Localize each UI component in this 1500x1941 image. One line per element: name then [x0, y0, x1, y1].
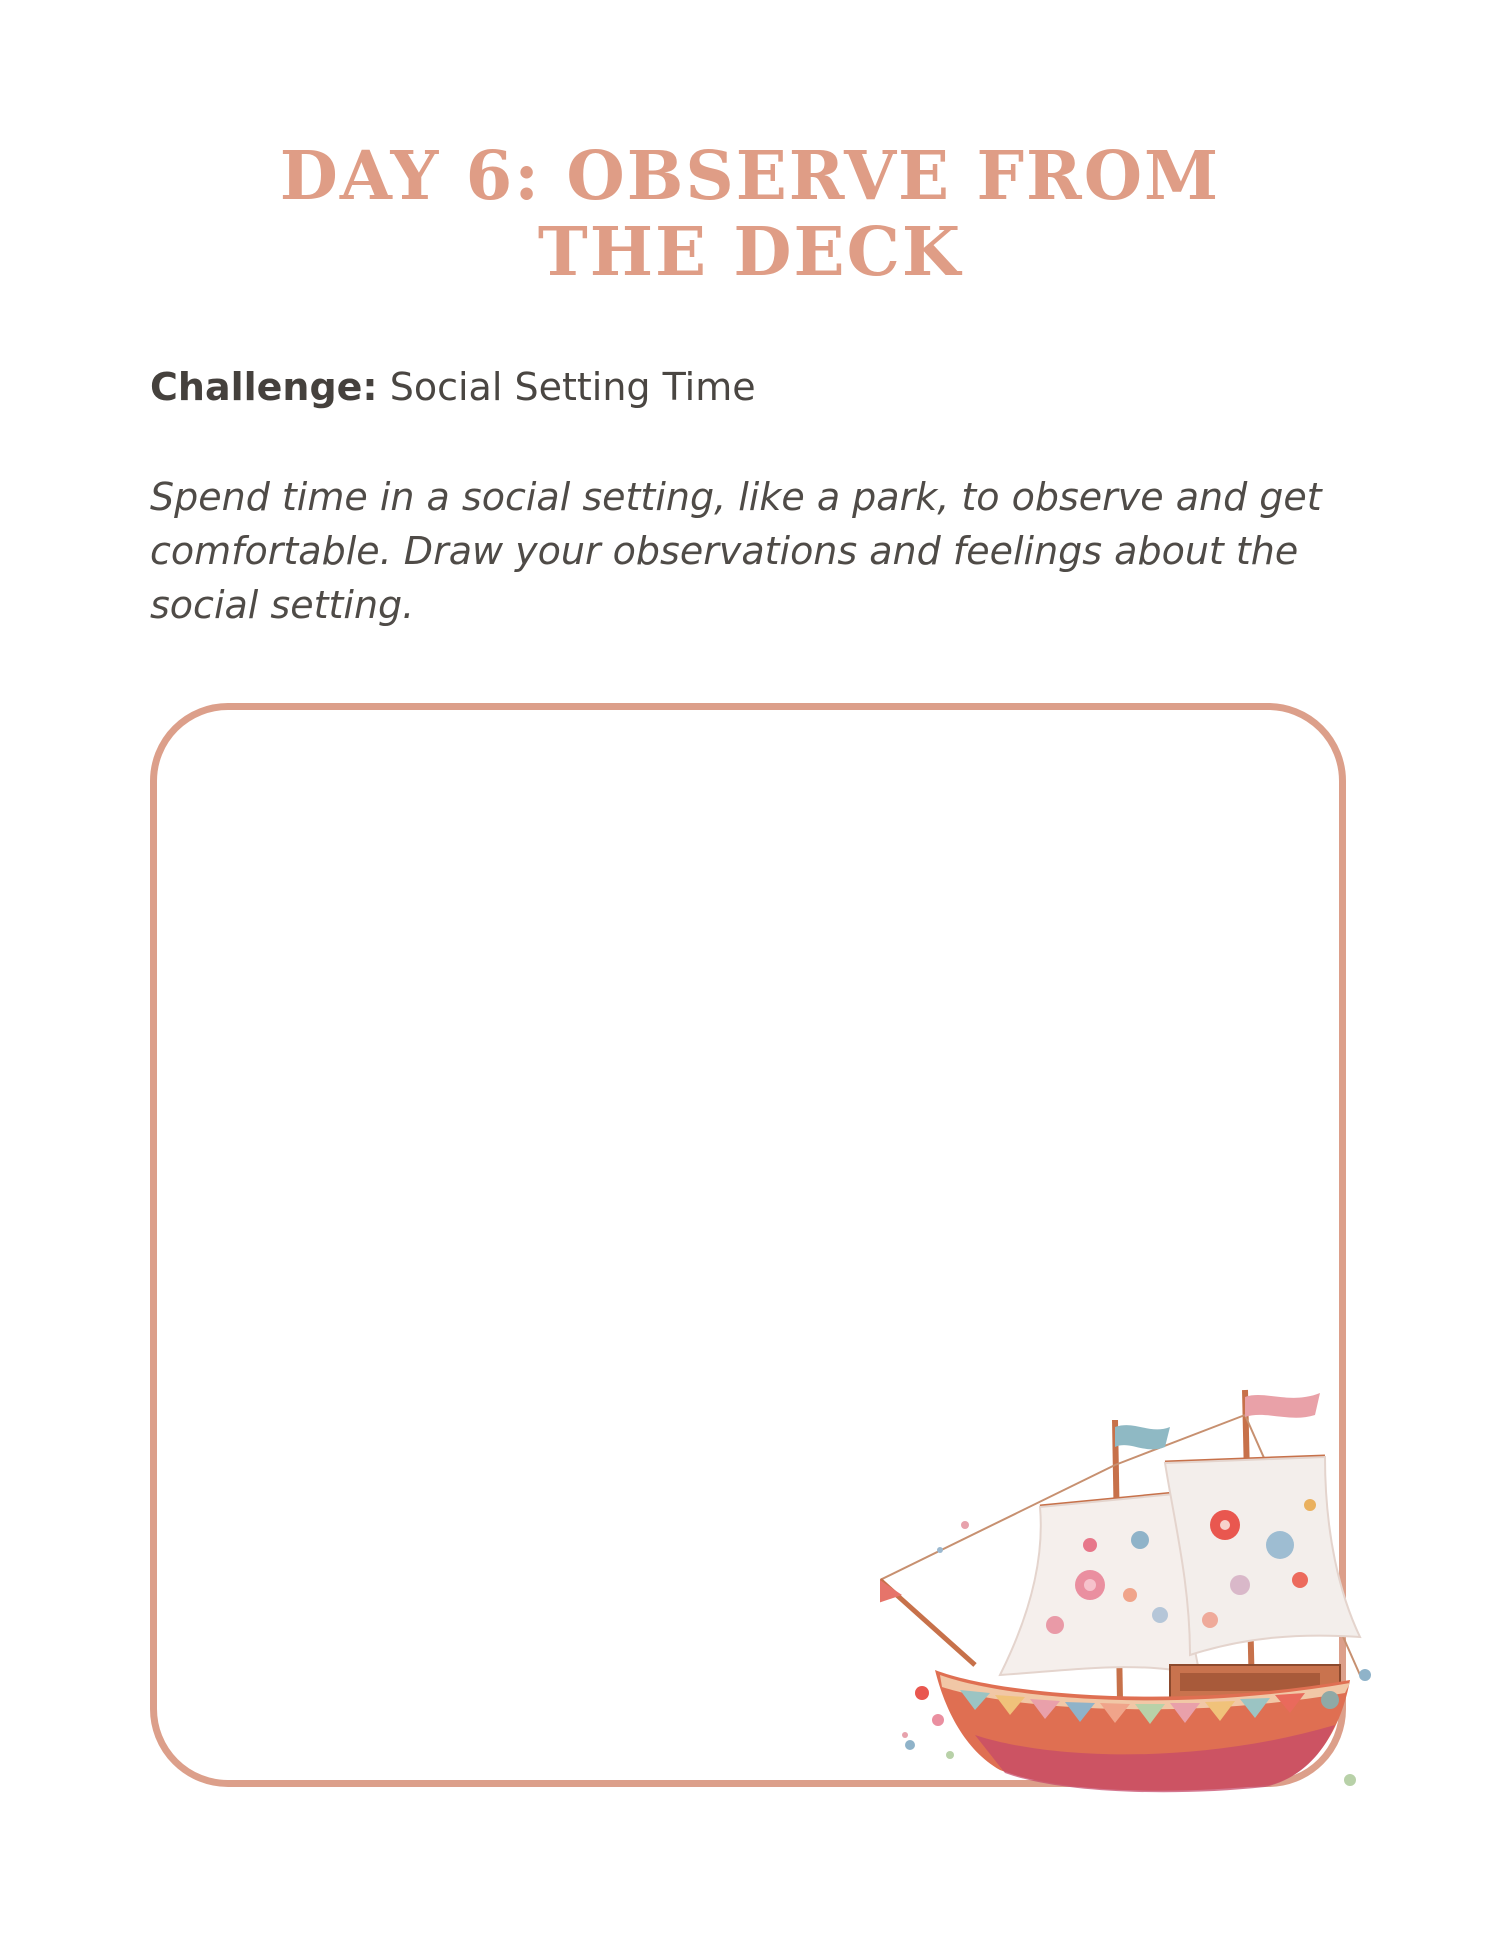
title-line-2: THE DECK: [537, 212, 963, 291]
flower-icon: [915, 1686, 929, 1700]
challenge-value: Social Setting Time: [389, 365, 756, 409]
challenge-prompt: Spend time in a social setting, like a park, to observe and get comfortable. Draw your observations and feelings about the social setting.: [150, 475, 1322, 627]
flag-icon: [1115, 1425, 1170, 1449]
challenge-label: Challenge:: [150, 365, 378, 409]
page-title: [0, 138, 1500, 290]
sailing-ship-illustration: [880, 1375, 1380, 1815]
title-line-1: DAY 6: OBSERVE FROM: [279, 136, 1221, 215]
challenge-line: [150, 365, 756, 409]
